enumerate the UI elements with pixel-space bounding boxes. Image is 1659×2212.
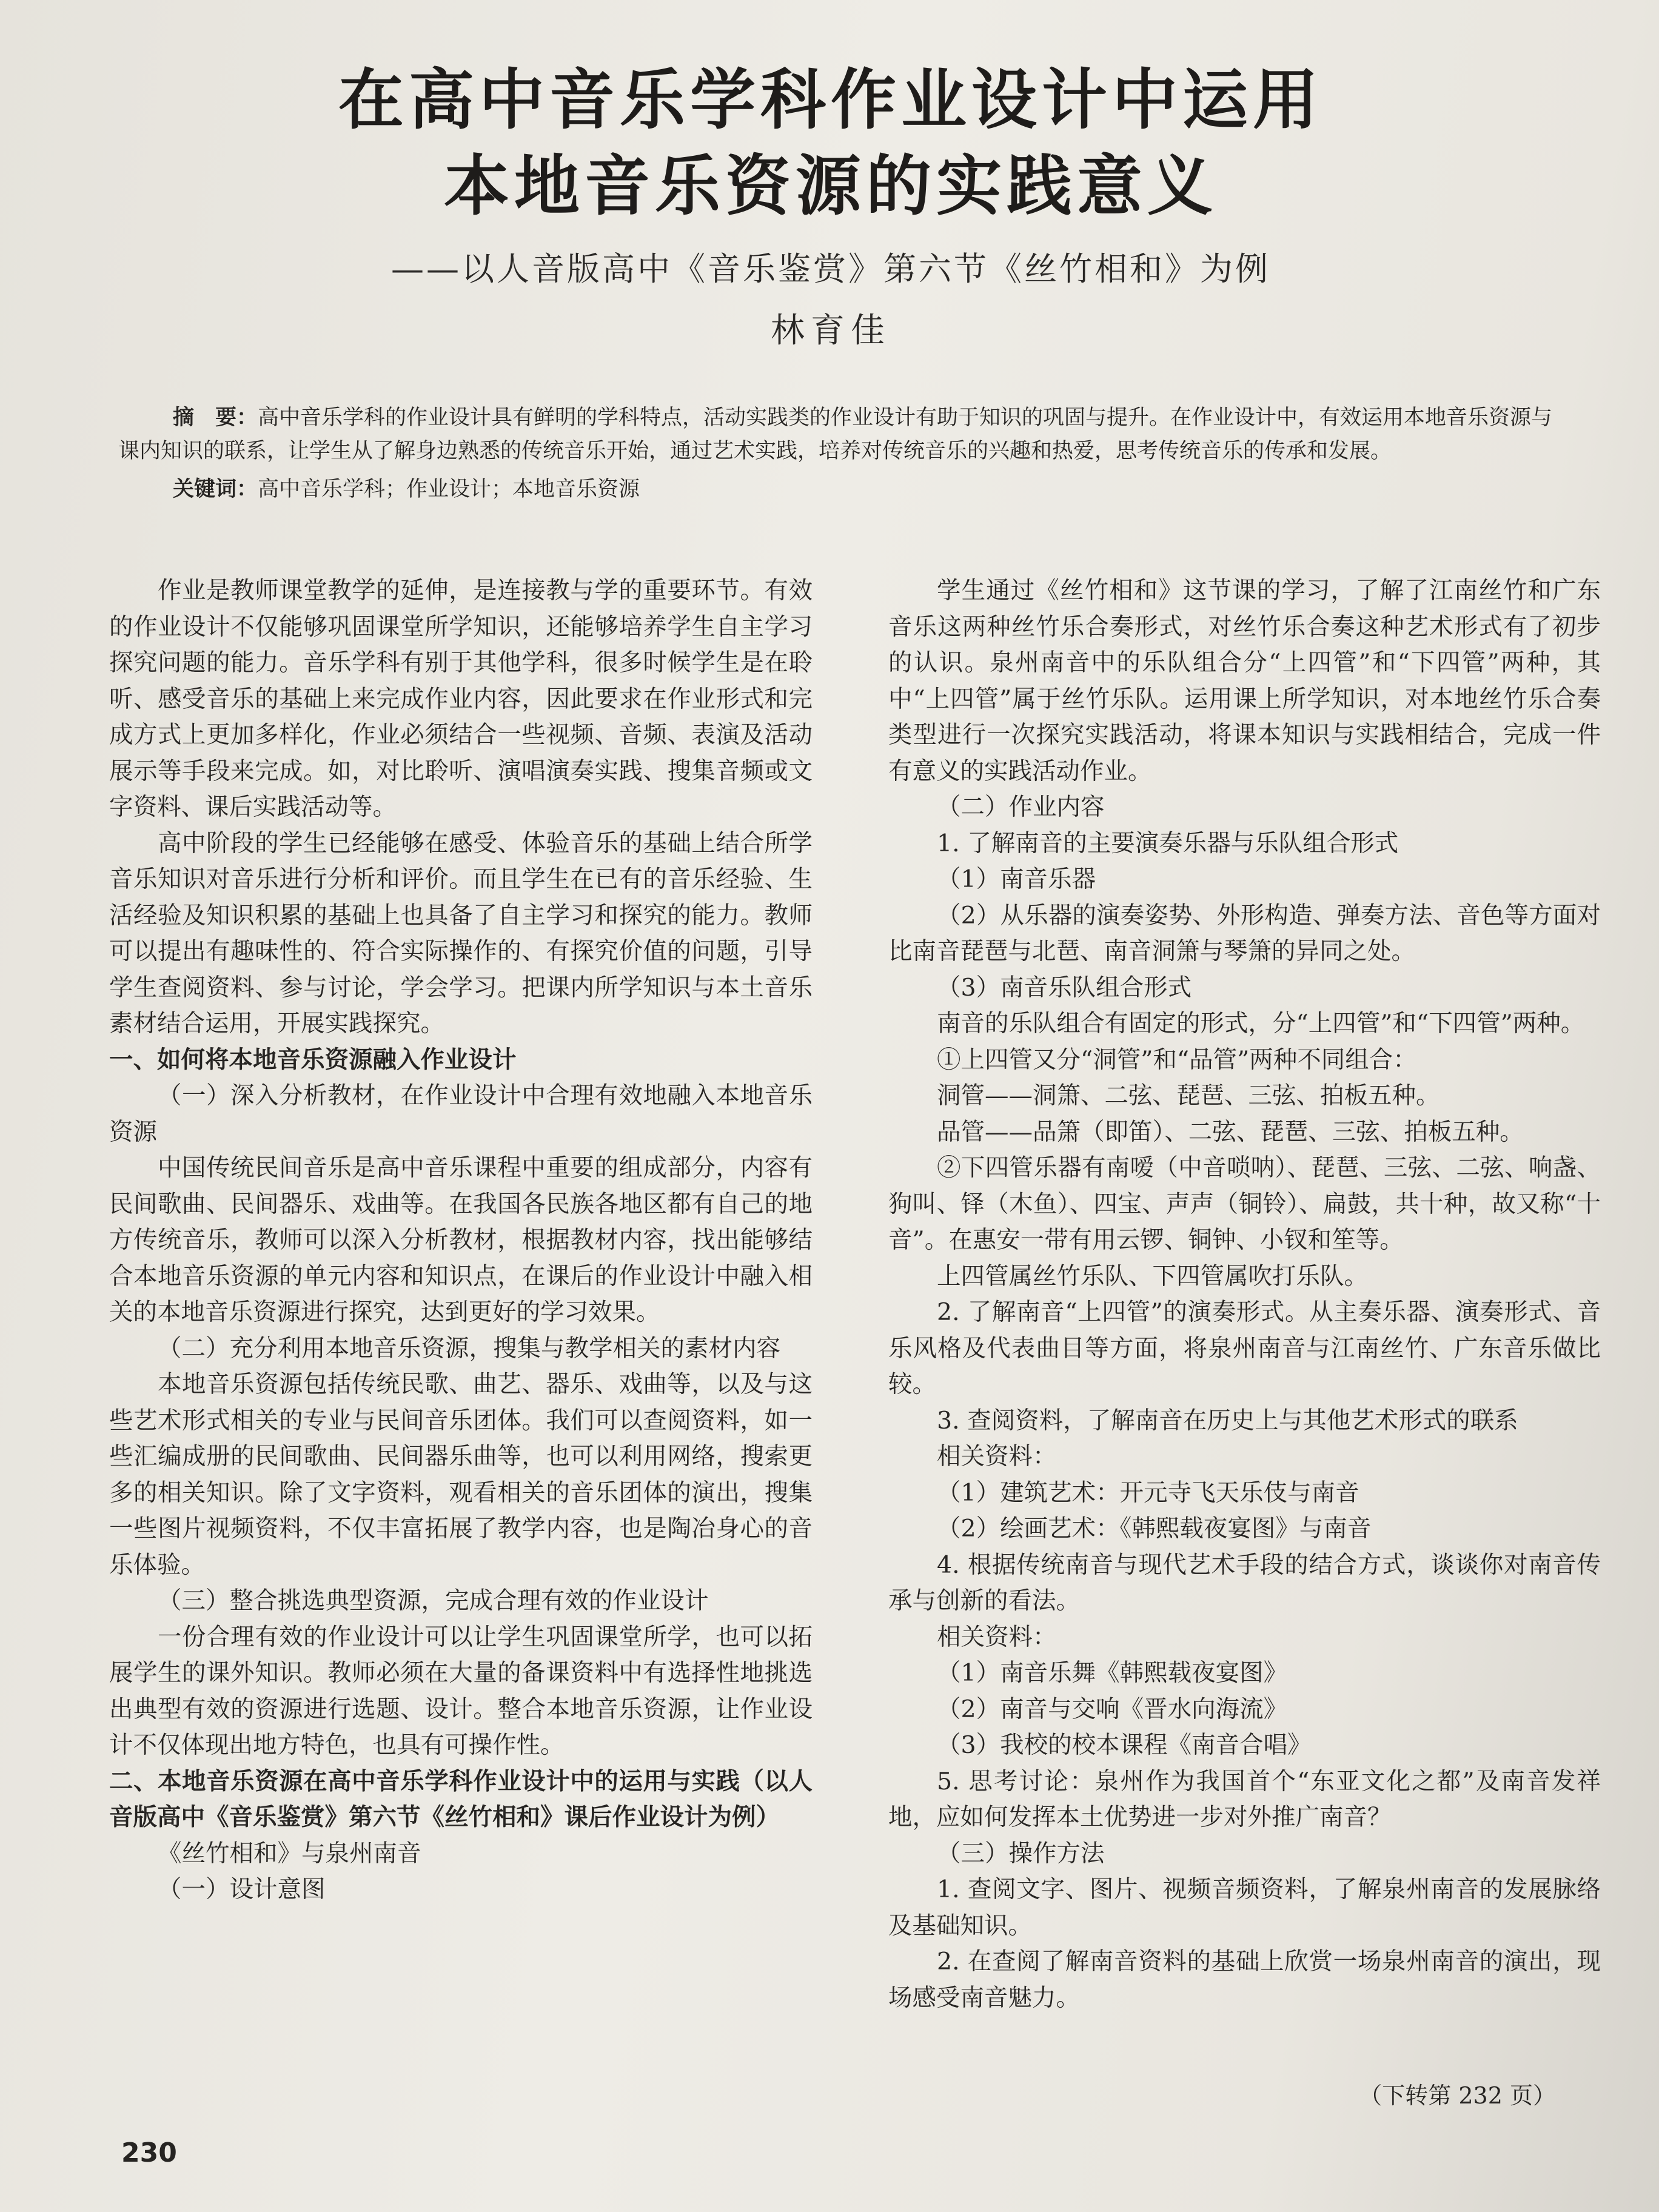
- paragraph: （1）南音乐舞《韩熙载夜宴图》: [937, 1659, 1288, 1687]
- paragraph: （三）操作方法: [937, 1839, 1105, 1868]
- paragraph: 2. 在查阅了解南音资料的基础上欣赏一场泉州南音的演出，现场感受南音魅力。: [888, 1948, 1601, 2012]
- article-subtitle: ——以人音版高中《音乐鉴赏》第六节《丝竹相和》为例: [391, 250, 1270, 288]
- paragraph: 1. 查阅文字、图片、视频音频资料，了解泉州南音的发展脉络及基础知识。: [888, 1875, 1601, 1940]
- paragraph: （2）绘画艺术：《韩熙载夜宴图》与南音: [937, 1515, 1372, 1543]
- section-heading: 二、本地音乐资源在高中音乐学科作业设计中的运用与实践（以人音版高中《音乐鉴赏》第六节《丝竹相和》课后作业设计为例）: [109, 1767, 813, 1831]
- article-title-line-2: 本地音乐资源的实践意义: [443, 149, 1218, 224]
- section-heading: 一、如何将本地音乐资源融入作业设计: [109, 1045, 517, 1074]
- left-column: [109, 573, 813, 1908]
- abstract-label: 摘 要：: [173, 406, 258, 430]
- paragraph: 4. 根据传统南音与现代艺术手段的结合方式，谈谈你对南音传承与创新的看法。: [888, 1550, 1601, 1615]
- keywords-label: 关键词：: [173, 477, 258, 501]
- paragraph: （1）建筑艺术：开元寺飞天乐伎与南音: [937, 1478, 1359, 1507]
- abstract-text: 高中音乐学科的作业设计具有鲜明的学科特点，活动实践类的作业设计有助于知识的巩固与提升。在作业设计中，有效运用本地音乐资源与课内知识的联系，让学生从了解身边熟悉的传统音乐开始，通过艺术实践，培养对传统音乐的兴趣和热爱，思考传统音乐的传承和发展。: [118, 406, 1553, 463]
- paragraph: 洞管——洞箫、二弦、琵琶、三弦、拍板五种。: [937, 1082, 1440, 1110]
- paragraph: 5. 思考讨论：泉州作为我国首个“东亚文化之都”及南音发祥地，应如何发挥本土优势进一步对外推广南音？: [888, 1767, 1601, 1831]
- paragraph: （二）作业内容: [937, 793, 1105, 821]
- title-block: [109, 58, 1552, 352]
- paragraph: （一）深入分析教材，在作业设计中合理有效地融入本地音乐资源: [109, 1082, 813, 1146]
- paragraph: （2）从乐器的演奏姿势、外形构造、弹奏方法、音色等方面对比南音琵琶与北琶、南音洞箫与琴箫的异同之处。: [888, 901, 1601, 965]
- paragraph: 本地音乐资源包括传统民歌、曲艺、器乐、戏曲等，以及与这些艺术形式相关的专业与民间音乐团体。我们可以查阅资料，如一些汇编成册的民间歌曲、民间器乐曲等，也可以利用网络，搜索更多的相关知识。除了文字资料，观看相关的音乐团体的演出，搜集一些图片视频资料，不仅丰富拓展了教学内容，也是陶冶身心的音乐体验。: [109, 1370, 813, 1579]
- paragraph: （2）南音与交响《晋水向海流》: [937, 1695, 1288, 1723]
- paragraph: （一）设计意图: [158, 1875, 326, 1903]
- paragraph: 高中阶段的学生已经能够在感受、体验音乐的基础上结合所学音乐知识对音乐进行分析和评价。而且学生在已有的音乐经验、生活经验及知识积累的基础上也具备了自主学习和探究的能力。教师可以提出有趣味性的、符合实际操作的、有探究价值的问题，引导学生查阅资料、参与讨论，学会学习。把课内所学知识与本土音乐素材结合运用，开展实践探究。: [109, 829, 813, 1037]
- paragraph: 一份合理有效的作业设计可以让学生巩固课堂所学，也可以拓展学生的课外知识。教师必须在大量的备课资料中有选择性地挑选出典型有效的资源进行选题、设计。整合本地音乐资源，让作业设计不仅体现出地方特色，也具有可操作性。: [109, 1623, 813, 1759]
- page-number: 230: [121, 2137, 177, 2168]
- paragraph: 品管——品箫（即笛）、二弦、琵琶、三弦、拍板五种。: [937, 1118, 1524, 1146]
- paragraph: 1. 了解南音的主要演奏乐器与乐队组合形式: [937, 829, 1399, 857]
- paragraph: 学生通过《丝竹相和》这节课的学习，了解了江南丝竹和广东音乐这两种丝竹乐合奏形式，对丝竹乐合奏这种艺术形式有了初步的认识。泉州南音中的乐队组合分“上四管”和“下四管”两种，其中“上四管”属于丝竹乐队。运用课上所学知识，对本地丝竹乐合奏类型进行一次探究实践活动，将课本知识与实践相结合，完成一件有意义的实践活动作业。: [888, 577, 1601, 785]
- paragraph: 相关资料：: [937, 1623, 1057, 1651]
- paragraph: （3）我校的校本课程《南音合唱》: [937, 1731, 1312, 1759]
- keywords-paragraph: [118, 473, 1574, 506]
- article-title-line-1: 在高中音乐学科作业设计中运用: [338, 62, 1323, 138]
- paragraph: 中国传统民间音乐是高中音乐课程中重要的组成部分，内容有民间歌曲、民间器乐、戏曲等。在我国各民族各地区都有自己的地方传统音乐，教师可以深入分析教材，根据教材内容，找出能够结合本地音乐资源的单元内容和知识点，在课后的作业设计中融入相关的本地音乐资源进行探究，达到更好的学习效果。: [109, 1154, 813, 1326]
- abstract-block: [118, 401, 1574, 506]
- abstract-paragraph: [118, 401, 1574, 468]
- continued-note: （下转第 232 页）: [1359, 2082, 1556, 2109]
- paragraph: （三）整合挑选典型资源，完成合理有效的作业设计: [158, 1587, 709, 1615]
- paragraph: （1）南音乐器: [937, 865, 1096, 893]
- paragraph: 相关资料：: [937, 1443, 1057, 1470]
- author-name: 林育佳: [771, 311, 891, 350]
- paragraph: 上四管属丝竹乐队、下四管属吹打乐队。: [937, 1262, 1368, 1290]
- paragraph: ①上四管又分“洞管”和“品管”两种不同组合：: [937, 1045, 1417, 1074]
- paragraph: 《丝竹相和》与泉州南音: [158, 1839, 421, 1868]
- right-column: [888, 573, 1601, 2016]
- paragraph: 2. 了解南音“上四管”的演奏形式。从主奏乐器、演奏形式、音乐风格及代表曲目等方面，将泉州南音与江南丝竹、广东音乐做比较。: [888, 1298, 1601, 1398]
- paragraph: 作业是教师课堂教学的延伸，是连接教与学的重要环节。有效的作业设计不仅能够巩固课堂所学知识，还能够培养学生自主学习探究问题的能力。音乐学科有别于其他学科，很多时候学生是在聆听、感受音乐的基础上来完成作业内容，因此要求在作业形式和完成方式上更加多样化，作业必须结合一些视频、音频、表演及活动展示等手段来完成。如，对比聆听、演唱演奏实践、搜集音频或文字资料、课后实践活动等。: [109, 577, 813, 821]
- paragraph: （二）充分利用本地音乐资源，搜集与教学相关的素材内容: [158, 1334, 780, 1362]
- paragraph: （3）南音乐队组合形式: [937, 973, 1192, 1002]
- keywords-text: 高中音乐学科；作业设计；本地音乐资源: [258, 477, 640, 501]
- paragraph: 南音的乐队组合有固定的形式，分“上四管”和“下四管”两种。: [937, 1010, 1585, 1037]
- paragraph: ②下四管乐器有南嗳（中音唢呐）、琵琶、三弦、二弦、响盏、狗叫、铎（木鱼）、四宝、声声（铜铃）、扁鼓，共十种，故又称“十音”。在惠安一带有用云锣、铜钟、小钗和笙等。: [888, 1154, 1601, 1254]
- paragraph: 3. 查阅资料，了解南音在历史上与其他艺术形式的联系: [937, 1406, 1518, 1435]
